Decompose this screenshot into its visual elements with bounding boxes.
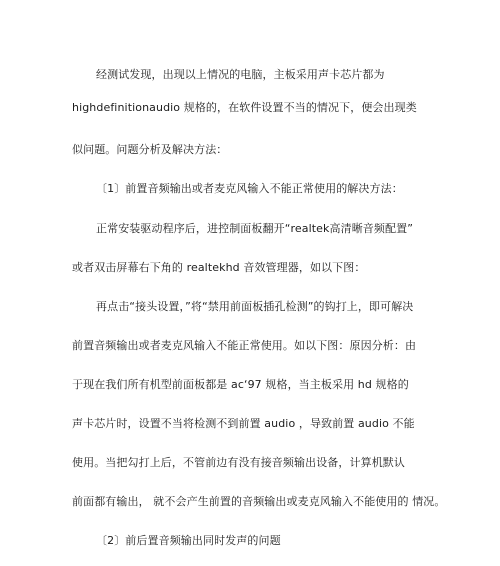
paragraph-line-8: 于现在我们所有机型前面板都是 ac‘97 规格，当主板采用 hd 规格的: [72, 378, 409, 391]
section-heading-1: 〔1〕前置音频输出或者麦克风输入不能正常使用的解决方法：: [96, 182, 403, 195]
paragraph-line-3: 似问题。问题分析及解决方法：: [72, 143, 228, 156]
section-heading-2: 〔2〕前后置音频输出同时发声的问题: [96, 534, 281, 547]
paragraph-line-1: 经测试发现，出现以上情况的电脑，主板采用声卡芯片都为: [96, 68, 385, 81]
paragraph-line-10: 使用。当把勾打上后，不管前边有没有接音频输出设备，计算机默认: [72, 456, 405, 469]
paragraph-line-11: 前面都有输出， 就不会产生前置的音频输出或麦克风输入不能使用的 情况。: [72, 495, 446, 508]
paragraph-line-6: 再点击“接头设置，”将“禁用前面板插孔检测”的钩打上，即可解决: [96, 300, 414, 313]
paragraph-line-9: 声卡芯片时，设置不当将检测不到前置 audio ，导致前置 audio 不能: [72, 417, 415, 430]
paragraph-line-7: 前置音频输出或者麦克风输入不能正常使用。如以下图：原因分析：由: [72, 339, 417, 352]
paragraph-line-2: highdefinitionaudio 规格的，在软件设置不当的情况下，便会出现类: [72, 101, 417, 114]
paragraph-line-5: 或者双击屏幕右下角的 realtekhd 音效管理器，如以下图：: [72, 261, 366, 274]
paragraph-line-4: 正常安装驱动程序后，进控制面板翻开“realtek高清晰音频配置”: [96, 222, 413, 235]
